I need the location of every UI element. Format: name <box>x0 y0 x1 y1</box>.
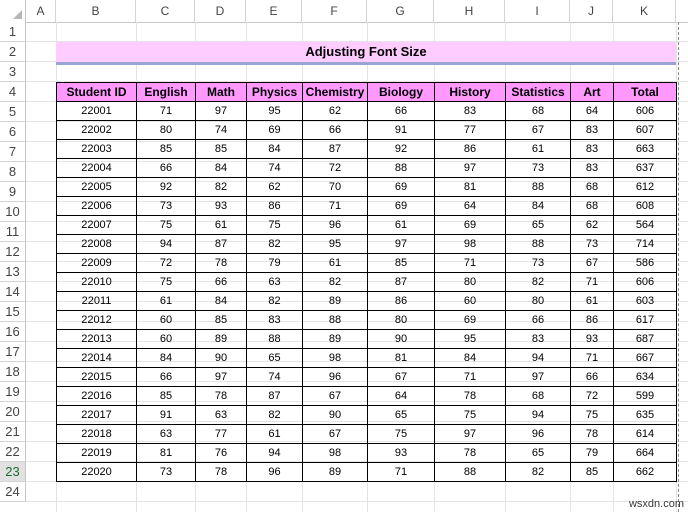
table-cell[interactable]: 69 <box>368 197 435 216</box>
table-cell[interactable]: 66 <box>196 273 247 292</box>
table-cell[interactable]: 78 <box>196 463 247 482</box>
table-cell[interactable]: 83 <box>571 140 614 159</box>
table-cell[interactable]: 95 <box>247 102 303 121</box>
table-cell[interactable]: 66 <box>137 159 196 178</box>
header-cell[interactable]: Biology <box>368 83 435 102</box>
table-cell[interactable]: 667 <box>614 349 677 368</box>
table-cell[interactable]: 88 <box>368 159 435 178</box>
table-cell[interactable]: 79 <box>571 444 614 463</box>
table-cell[interactable]: 63 <box>247 273 303 292</box>
header-cell[interactable]: Art <box>571 83 614 102</box>
table-cell[interactable]: 78 <box>196 254 247 273</box>
table-cell[interactable]: 81 <box>137 444 196 463</box>
table-cell[interactable]: 62 <box>247 178 303 197</box>
table-cell[interactable]: 69 <box>247 121 303 140</box>
table-row <box>57 368 677 387</box>
table-cell[interactable]: 22013 <box>57 330 137 349</box>
table-row <box>57 197 677 216</box>
row-header-21[interactable]: 21 <box>0 422 26 442</box>
table-cell[interactable]: 79 <box>247 254 303 273</box>
table-cell[interactable]: 82 <box>506 273 571 292</box>
table-cell[interactable]: 88 <box>506 178 571 197</box>
table-cell[interactable]: 62 <box>303 102 368 121</box>
table-cell[interactable]: 61 <box>571 292 614 311</box>
table-cell[interactable]: 68 <box>571 197 614 216</box>
table-row <box>57 273 677 292</box>
table-cell[interactable]: 73 <box>506 159 571 178</box>
table-cell[interactable]: 67 <box>368 368 435 387</box>
table-cell[interactable]: 97 <box>506 368 571 387</box>
column-header-j[interactable]: J <box>570 0 613 22</box>
table-cell[interactable]: 85 <box>571 463 614 482</box>
column-header-k[interactable]: K <box>613 0 676 22</box>
table-cell[interactable]: 606 <box>614 273 677 292</box>
row-header-6[interactable]: 6 <box>0 122 26 142</box>
table-row <box>57 178 677 197</box>
header-cell[interactable]: Statistics <box>506 83 571 102</box>
table-cell[interactable]: 72 <box>303 159 368 178</box>
column-header-d[interactable]: D <box>195 0 246 22</box>
table-cell[interactable]: 22019 <box>57 444 137 463</box>
table-cell[interactable]: 64 <box>435 197 506 216</box>
table-cell[interactable]: 78 <box>196 387 247 406</box>
table-cell[interactable]: 98 <box>303 349 368 368</box>
table-cell[interactable]: 75 <box>571 406 614 425</box>
table-cell[interactable]: 89 <box>303 292 368 311</box>
row-header-14[interactable]: 14 <box>0 282 26 302</box>
table-cell[interactable]: 80 <box>435 273 506 292</box>
table-cell[interactable]: 68 <box>506 387 571 406</box>
row-header-8[interactable]: 8 <box>0 162 26 182</box>
column-header-a[interactable]: A <box>26 0 56 22</box>
table-cell[interactable]: 77 <box>435 121 506 140</box>
table-cell[interactable]: 75 <box>247 216 303 235</box>
table-cell[interactable]: 76 <box>196 444 247 463</box>
table-cell[interactable]: 89 <box>303 463 368 482</box>
table-cell[interactable]: 84 <box>506 197 571 216</box>
table-cell[interactable]: 603 <box>614 292 677 311</box>
table-cell[interactable]: 71 <box>435 368 506 387</box>
column-header-g[interactable]: G <box>367 0 434 22</box>
table-cell[interactable]: 66 <box>137 368 196 387</box>
table-cell[interactable]: 65 <box>506 444 571 463</box>
table-cell[interactable]: 98 <box>435 235 506 254</box>
table-cell[interactable]: 66 <box>571 368 614 387</box>
table-cell[interactable]: 97 <box>368 235 435 254</box>
table-cell[interactable]: 65 <box>506 216 571 235</box>
table-cell[interactable]: 71 <box>303 197 368 216</box>
table-cell[interactable]: 664 <box>614 444 677 463</box>
table-cell[interactable]: 63 <box>137 425 196 444</box>
table-row <box>57 311 677 330</box>
table-cell[interactable]: 82 <box>196 178 247 197</box>
table-cell[interactable]: 68 <box>506 102 571 121</box>
table-cell[interactable]: 22010 <box>57 273 137 292</box>
table-cell[interactable]: 83 <box>571 121 614 140</box>
table-cell[interactable]: 96 <box>247 463 303 482</box>
row-header-24[interactable]: 24 <box>0 482 26 502</box>
table-cell[interactable]: 84 <box>137 349 196 368</box>
table-cell[interactable]: 78 <box>435 444 506 463</box>
table-cell[interactable]: 67 <box>506 121 571 140</box>
table-cell[interactable]: 85 <box>196 140 247 159</box>
table-cell[interactable]: 75 <box>137 216 196 235</box>
table-cell[interactable]: 87 <box>368 273 435 292</box>
table-cell[interactable]: 599 <box>614 387 677 406</box>
table-cell[interactable]: 22018 <box>57 425 137 444</box>
table-cell[interactable]: 95 <box>435 330 506 349</box>
table-cell[interactable]: 635 <box>614 406 677 425</box>
table-cell[interactable]: 634 <box>614 368 677 387</box>
table-cell[interactable]: 61 <box>137 292 196 311</box>
sheet-title: Adjusting Font Size <box>305 44 427 59</box>
table-cell[interactable]: 85 <box>137 387 196 406</box>
table-cell[interactable]: 93 <box>368 444 435 463</box>
table-cell[interactable]: 96 <box>506 425 571 444</box>
header-cell[interactable]: Student ID <box>57 83 137 102</box>
table-row <box>57 216 677 235</box>
table-cell[interactable]: 61 <box>303 254 368 273</box>
table-cell[interactable]: 22008 <box>57 235 137 254</box>
row-header-15[interactable]: 15 <box>0 302 26 322</box>
table-cell[interactable]: 97 <box>196 102 247 121</box>
table-cell[interactable]: 617 <box>614 311 677 330</box>
table-cell[interactable]: 75 <box>137 273 196 292</box>
table-cell[interactable]: 92 <box>137 178 196 197</box>
table-cell[interactable]: 97 <box>196 368 247 387</box>
row-header-1[interactable]: 1 <box>0 22 26 42</box>
table-cell[interactable]: 22014 <box>57 349 137 368</box>
table-cell[interactable]: 607 <box>614 121 677 140</box>
table-cell[interactable]: 90 <box>303 406 368 425</box>
row-header-22[interactable]: 22 <box>0 442 26 462</box>
table-cell[interactable]: 67 <box>303 387 368 406</box>
column-header-c[interactable]: C <box>136 0 195 22</box>
table-cell[interactable]: 94 <box>247 444 303 463</box>
table-cell[interactable]: 614 <box>614 425 677 444</box>
column-header-h[interactable]: H <box>434 0 505 22</box>
table-cell[interactable]: 87 <box>247 387 303 406</box>
table-cell[interactable]: 88 <box>506 235 571 254</box>
table-row <box>57 235 677 254</box>
table-cell[interactable]: 86 <box>435 140 506 159</box>
table-cell[interactable]: 84 <box>435 349 506 368</box>
table-cell[interactable]: 66 <box>368 102 435 121</box>
table-cell[interactable]: 90 <box>196 349 247 368</box>
table-cell[interactable]: 75 <box>435 406 506 425</box>
table-cell[interactable]: 83 <box>247 311 303 330</box>
table-cell[interactable]: 22006 <box>57 197 137 216</box>
table-cell[interactable]: 86 <box>247 197 303 216</box>
row-header-13[interactable]: 13 <box>0 262 26 282</box>
table-cell[interactable]: 69 <box>368 178 435 197</box>
table-cell[interactable]: 62 <box>571 216 614 235</box>
table-cell[interactable]: 75 <box>368 425 435 444</box>
column-header-f[interactable]: F <box>302 0 367 22</box>
table-cell[interactable]: 612 <box>614 178 677 197</box>
table-cell[interactable]: 73 <box>571 235 614 254</box>
table-cell[interactable]: 86 <box>571 311 614 330</box>
table-cell[interactable]: 82 <box>247 406 303 425</box>
table-cell[interactable]: 82 <box>506 463 571 482</box>
table-cell[interactable]: 60 <box>435 292 506 311</box>
row-header-19[interactable]: 19 <box>0 382 26 402</box>
table-cell[interactable]: 71 <box>137 102 196 121</box>
table-row <box>57 121 677 140</box>
table-cell[interactable]: 97 <box>435 425 506 444</box>
table-cell[interactable]: 70 <box>303 178 368 197</box>
table-cell[interactable]: 73 <box>137 463 196 482</box>
table-cell[interactable]: 69 <box>435 311 506 330</box>
table-cell[interactable]: 94 <box>506 406 571 425</box>
table-cell[interactable]: 61 <box>196 216 247 235</box>
table-cell[interactable]: 84 <box>196 292 247 311</box>
table-cell[interactable]: 22012 <box>57 311 137 330</box>
row-header-3[interactable]: 3 <box>0 62 26 82</box>
table-cell[interactable]: 87 <box>303 140 368 159</box>
table-row <box>57 463 677 482</box>
table-cell[interactable]: 22017 <box>57 406 137 425</box>
table-cell[interactable]: 96 <box>303 216 368 235</box>
table-cell[interactable]: 85 <box>137 140 196 159</box>
table-cell[interactable]: 22001 <box>57 102 137 121</box>
table-cell[interactable]: 77 <box>196 425 247 444</box>
table-cell[interactable]: 80 <box>368 311 435 330</box>
title-cell[interactable] <box>56 42 676 65</box>
table-cell[interactable]: 88 <box>435 463 506 482</box>
table-cell[interactable]: 74 <box>247 159 303 178</box>
table-cell[interactable]: 74 <box>247 368 303 387</box>
table-cell[interactable]: 81 <box>435 178 506 197</box>
table-cell[interactable]: 61 <box>506 140 571 159</box>
table-cell[interactable]: 78 <box>571 425 614 444</box>
row-header-4[interactable]: 4 <box>0 82 26 102</box>
table-cell[interactable]: 22003 <box>57 140 137 159</box>
table-cell[interactable]: 78 <box>435 387 506 406</box>
table-cell[interactable]: 92 <box>368 140 435 159</box>
table-row <box>57 140 677 159</box>
table-cell[interactable]: 71 <box>571 273 614 292</box>
row-header-9[interactable]: 9 <box>0 182 26 202</box>
table-cell[interactable]: 89 <box>303 330 368 349</box>
table-cell[interactable]: 88 <box>303 311 368 330</box>
select-all-icon <box>13 10 22 19</box>
row-header-18[interactable]: 18 <box>0 362 26 382</box>
row-header-16[interactable]: 16 <box>0 322 26 342</box>
header-cell[interactable]: Physics <box>247 83 303 102</box>
table-cell[interactable]: 91 <box>137 406 196 425</box>
watermark: wsxdn.com <box>628 498 684 510</box>
table-cell[interactable]: 82 <box>303 273 368 292</box>
table-cell[interactable]: 72 <box>137 254 196 273</box>
table-cell[interactable]: 74 <box>196 121 247 140</box>
column-header-e[interactable]: E <box>246 0 302 22</box>
header-cell[interactable]: Math <box>196 83 247 102</box>
table-cell[interactable]: 22011 <box>57 292 137 311</box>
table-cell[interactable]: 64 <box>571 102 614 121</box>
table-cell[interactable]: 61 <box>368 216 435 235</box>
table-cell[interactable]: 93 <box>196 197 247 216</box>
table-cell[interactable]: 67 <box>303 425 368 444</box>
row-header-23[interactable]: 23 <box>0 462 26 482</box>
table-cell[interactable]: 91 <box>368 121 435 140</box>
table-cell[interactable]: 71 <box>368 463 435 482</box>
table-cell[interactable]: 22016 <box>57 387 137 406</box>
table-cell[interactable]: 82 <box>247 235 303 254</box>
table-cell[interactable]: 84 <box>247 140 303 159</box>
gridline-horizontal <box>26 501 688 502</box>
table-row <box>57 425 677 444</box>
table-row <box>57 330 677 349</box>
column-header-row <box>0 0 688 23</box>
table-cell[interactable]: 90 <box>368 330 435 349</box>
table-cell[interactable]: 61 <box>247 425 303 444</box>
table-cell[interactable]: 22015 <box>57 368 137 387</box>
table-cell[interactable]: 66 <box>506 311 571 330</box>
header-row <box>57 83 677 102</box>
table-cell[interactable]: 69 <box>435 216 506 235</box>
row-header-10[interactable]: 10 <box>0 202 26 222</box>
table-cell[interactable]: 637 <box>614 159 677 178</box>
header-cell[interactable]: English <box>137 83 196 102</box>
table-cell[interactable]: 65 <box>368 406 435 425</box>
table-cell[interactable]: 95 <box>303 235 368 254</box>
table-cell[interactable]: 60 <box>137 330 196 349</box>
row-header-11[interactable]: 11 <box>0 222 26 242</box>
row-header-17[interactable]: 17 <box>0 342 26 362</box>
row-header-7[interactable]: 7 <box>0 142 26 162</box>
table-cell[interactable]: 67 <box>571 254 614 273</box>
table-cell[interactable]: 71 <box>571 349 614 368</box>
table-cell[interactable]: 94 <box>137 235 196 254</box>
table-cell[interactable]: 60 <box>137 311 196 330</box>
column-header-b[interactable]: B <box>56 0 136 22</box>
table-cell[interactable]: 81 <box>368 349 435 368</box>
column-header-i[interactable]: I <box>505 0 570 22</box>
table-cell[interactable]: 22002 <box>57 121 137 140</box>
row-header-20[interactable]: 20 <box>0 402 26 422</box>
table-cell[interactable]: 94 <box>506 349 571 368</box>
header-cell[interactable]: Total <box>614 83 677 102</box>
row-header-12[interactable]: 12 <box>0 242 26 262</box>
table-cell[interactable]: 71 <box>435 254 506 273</box>
table-cell[interactable]: 22007 <box>57 216 137 235</box>
table-row <box>57 292 677 311</box>
row-header-5[interactable]: 5 <box>0 102 26 122</box>
table-cell[interactable]: 22004 <box>57 159 137 178</box>
table-cell[interactable]: 586 <box>614 254 677 273</box>
table-cell[interactable]: 687 <box>614 330 677 349</box>
table-cell[interactable]: 84 <box>196 159 247 178</box>
student-scores-table <box>56 82 677 482</box>
table-cell[interactable]: 63 <box>196 406 247 425</box>
table-row <box>57 254 677 273</box>
table-cell[interactable]: 68 <box>571 178 614 197</box>
table-cell[interactable]: 80 <box>137 121 196 140</box>
table-cell[interactable]: 66 <box>303 121 368 140</box>
header-cell[interactable]: Chemistry <box>303 83 368 102</box>
table-row <box>57 387 677 406</box>
table-row <box>57 159 677 178</box>
page-break-line <box>678 22 679 512</box>
table-cell[interactable]: 64 <box>368 387 435 406</box>
table-cell[interactable]: 608 <box>614 197 677 216</box>
table-cell[interactable]: 80 <box>506 292 571 311</box>
table-cell[interactable]: 85 <box>196 311 247 330</box>
table-cell[interactable]: 98 <box>303 444 368 463</box>
table-cell[interactable]: 22009 <box>57 254 137 273</box>
table-cell[interactable]: 663 <box>614 140 677 159</box>
table-cell[interactable]: 73 <box>506 254 571 273</box>
table-cell[interactable]: 564 <box>614 216 677 235</box>
table-cell[interactable]: 97 <box>435 159 506 178</box>
table-cell[interactable]: 662 <box>614 463 677 482</box>
row-header-2[interactable]: 2 <box>0 42 26 62</box>
table-cell[interactable]: 83 <box>571 159 614 178</box>
table-cell[interactable]: 65 <box>247 349 303 368</box>
table-cell[interactable]: 93 <box>571 330 614 349</box>
table-row <box>57 102 677 121</box>
header-cell[interactable]: History <box>435 83 506 102</box>
table-cell[interactable]: 22020 <box>57 463 137 482</box>
table-cell[interactable]: 89 <box>196 330 247 349</box>
table-cell[interactable]: 714 <box>614 235 677 254</box>
select-all-corner[interactable] <box>0 0 26 22</box>
table-cell[interactable]: 83 <box>506 330 571 349</box>
table-cell[interactable]: 73 <box>137 197 196 216</box>
table-cell[interactable]: 83 <box>435 102 506 121</box>
table-row <box>57 349 677 368</box>
table-cell[interactable]: 86 <box>368 292 435 311</box>
table-row <box>57 406 677 425</box>
table-cell[interactable]: 87 <box>196 235 247 254</box>
table-cell[interactable]: 96 <box>303 368 368 387</box>
table-cell[interactable]: 82 <box>247 292 303 311</box>
table-cell[interactable]: 22005 <box>57 178 137 197</box>
table-cell[interactable]: 72 <box>571 387 614 406</box>
table-cell[interactable]: 88 <box>247 330 303 349</box>
table-row <box>57 444 677 463</box>
table-cell[interactable]: 606 <box>614 102 677 121</box>
table-cell[interactable]: 85 <box>368 254 435 273</box>
